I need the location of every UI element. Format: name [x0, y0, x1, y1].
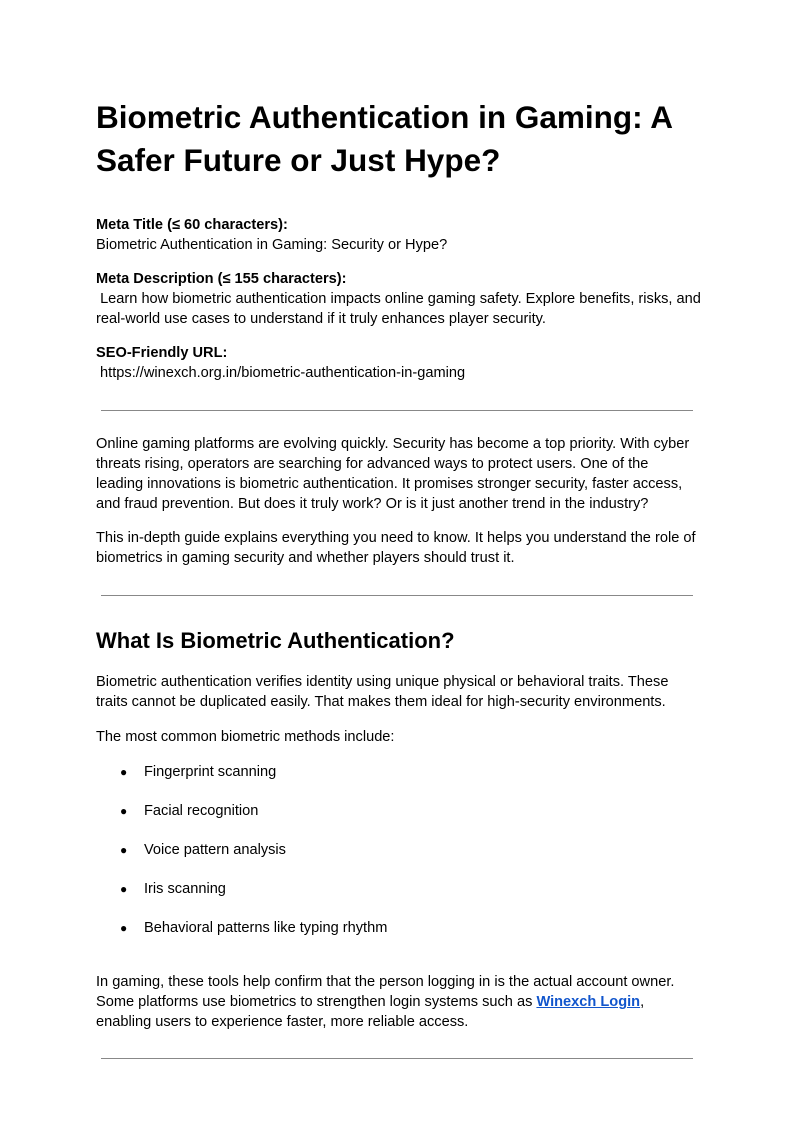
bullet-icon: ● [120, 843, 128, 857]
list-item-text: Voice pattern analysis [144, 842, 286, 858]
page-title: Biometric Authentication in Gaming: A Safer Future or Just Hype? [96, 99, 672, 178]
list-item-text: Iris scanning [144, 881, 226, 897]
meta-description-label: Meta Description (≤ 155 characters): [96, 271, 347, 287]
bullet-icon: ● [120, 765, 128, 779]
list-item [96, 762, 387, 801]
section-heading: What Is Biometric Authentication? [96, 628, 455, 653]
list-item-text: Behavioral patterns like typing rhythm [144, 920, 388, 936]
intro-paragraph-2: This in-depth guide explains everything you need to know. It helps you understand the role of biometrics in gaming security and whether players should trust it. [96, 530, 696, 566]
closing-text-before-link: In gaming, these tools help confirm that the person logging in is the actual account owner. Some platforms use biometrics to strengthen login systems such as [96, 974, 675, 1010]
winexch-login-link[interactable]: Winexch Login [536, 994, 641, 1010]
section-paragraph-1: Biometric authentication verifies identity using unique physical or behavioral traits. These traits cannot be duplicated easily. That makes them ideal for high-security environments. [96, 674, 669, 710]
list-item-text: Facial recognition [144, 803, 259, 819]
closing-text-after-link: , enabling users to experience faster, more reliable access. [96, 994, 645, 1030]
seo-url-value: https://winexch.org.in/biometric-authentication-in-gaming [96, 365, 466, 381]
horizontal-rule [101, 1058, 693, 1059]
horizontal-rule [101, 595, 693, 596]
seo-url-label: SEO-Friendly URL: [96, 345, 228, 361]
bullet-icon: ● [120, 921, 128, 935]
list-item [96, 879, 387, 918]
meta-description-value: Learn how biometric authentication impacts online gaming safety. Explore benefits, risks, and real-world use cases to understand if it truly enhances player security. [96, 291, 705, 327]
meta-title-label: Meta Title (≤ 60 characters): [96, 217, 288, 233]
biometric-methods-list [96, 762, 387, 957]
horizontal-rule [101, 410, 693, 411]
intro-paragraph-1: Online gaming platforms are evolving quickly. Security has become a top priority. With cyber threats rising, operators are searching for advanced ways to protect users. One of the leading innovations is biometric authentication. It promises stronger security, faster access, and fraud prevention. But does it truly work? Or is it just another trend in the industry? [96, 436, 690, 512]
list-item-text: Fingerprint scanning [144, 764, 277, 780]
list-intro: The most common biometric methods include: [96, 729, 395, 745]
list-item [96, 801, 387, 840]
section-closing-paragraph [96, 972, 696, 1032]
meta-title-value: Biometric Authentication in Gaming: Security or Hype? [96, 237, 448, 253]
list-item [96, 840, 387, 879]
bullet-icon: ● [120, 882, 128, 896]
bullet-icon: ● [120, 804, 128, 818]
list-item [96, 918, 387, 957]
